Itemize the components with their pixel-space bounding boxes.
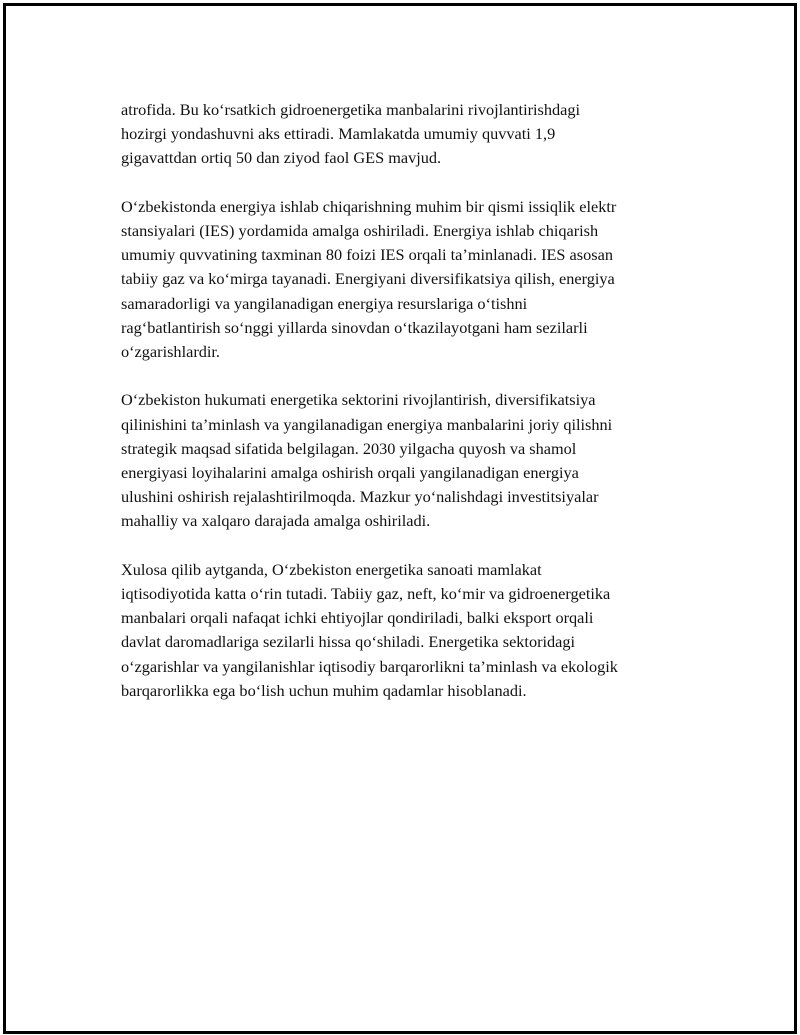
text-line: umumiy quvvatining taxminan 80 foizi IES orqali taʼminlanadi. IES asosan xyxy=(121,245,613,265)
text-line: Oʻzbekiston hukumati energetika sektorini rivojlantirish, diversifikatsiya xyxy=(121,390,596,410)
paragraph-hydro-capacity xyxy=(121,98,686,171)
document-body xyxy=(121,98,686,727)
text-line: strategik maqsad sifatida belgilagan. 2030 yilgacha quyosh va shamol xyxy=(121,438,577,458)
text-line: iqtisodiyotida katta oʻrin tutadi. Tabiiy gaz, neft, koʻmir va gidroenergetika xyxy=(121,584,611,604)
text-line: stansiyalari (IES) yordamida amalga oshiriladi. Energiya ishlab chiqarish xyxy=(121,221,599,240)
text-line: ragʻbatlantirish soʻnggi yillarda sinovdan oʻtkazilayotgani ham sezilarli xyxy=(121,317,588,337)
text-line: energiyasi loyihalarini amalga oshirish orqali yangilanadigan energiya xyxy=(121,463,579,483)
text-line: Xulosa qilib aytganda, Oʻzbekiston energetika sanoati mamlakat xyxy=(121,559,542,579)
text-line: Oʻzbekistonda energiya ishlab chiqarishning muhim bir qismi issiqlik elektr xyxy=(121,196,617,216)
paragraph-conclusion xyxy=(121,558,686,703)
paragraph-government-strategy xyxy=(121,388,686,533)
text-line: oʻzgarishlar va yangilanishlar iqtisodiy barqarorlikni taʼminlash va ekologik xyxy=(121,656,618,676)
text-line: davlat daromadlariga sezilarli hissa qoʻshiladi. Energetika sektoridagi xyxy=(121,632,576,652)
text-line: mahalliy va xalqaro darajada amalga oshiriladi. xyxy=(121,511,431,531)
text-line: hozirgi yondashuvni aks ettiradi. Mamlakatda umumiy quvvati 1,9 xyxy=(121,124,556,144)
paragraph-thermal-power xyxy=(121,195,686,364)
text-line: samaradorligi va yangilanadigan energiya resurslariga oʻtishni xyxy=(121,293,528,313)
document-page xyxy=(3,3,797,1034)
text-line: qilinishini taʼminlash va yangilanadigan energiya manbalarini joriy qilishni xyxy=(121,414,613,434)
text-line: barqarorlikka ega boʻlish uchun muhim qadamlar hisoblanadi. xyxy=(121,680,527,700)
text-line: oʻzgarishlardir. xyxy=(121,342,221,362)
text-line: gigavattdan ortiq 50 dan ziyod faol GES mavjud. xyxy=(121,148,442,168)
text-line: tabiiy gaz va koʻmirga tayanadi. Energiyani diversifikatsiya qilish, energiya xyxy=(121,269,615,289)
text-line: ulushini oshirish rejalashtirilmoqda. Mazkur yoʻnalishdagi investitsiyalar xyxy=(121,487,599,507)
text-line: atrofida. Bu koʻrsatkich gidroenergetika manbalarini rivojlantirishdagi xyxy=(121,100,581,119)
text-line: manbalari orqali nafaqat ichki ehtiyojlar qondiriladi, balki eksport orqali xyxy=(121,608,594,628)
